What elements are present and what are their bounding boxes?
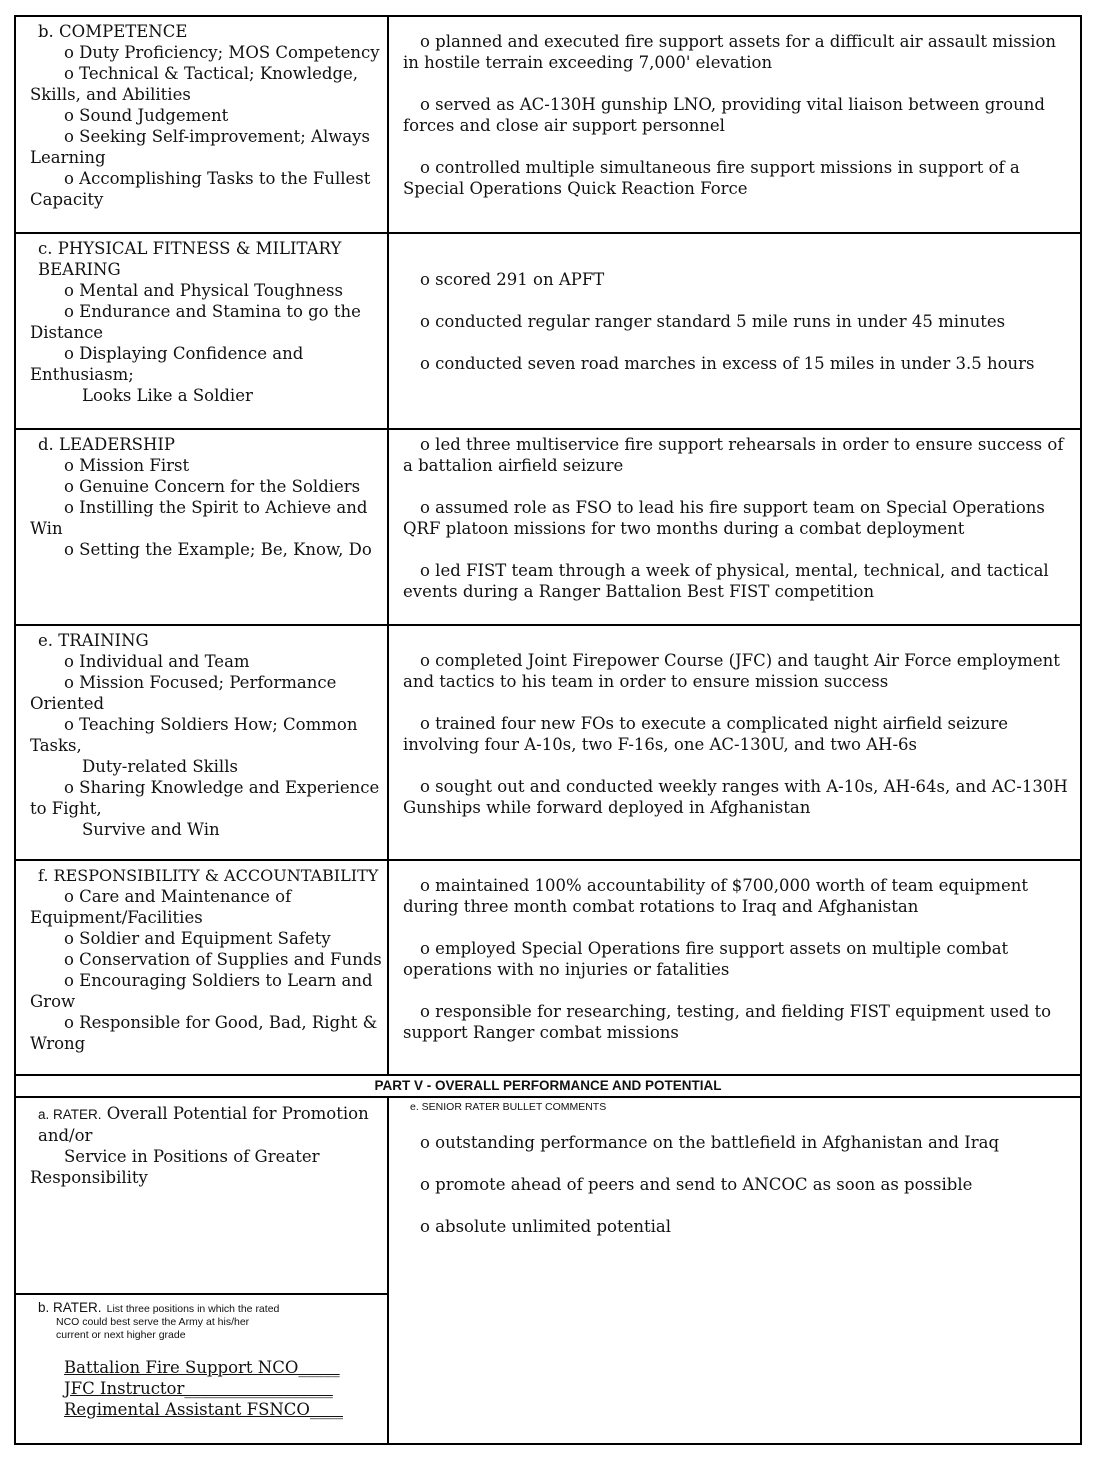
section-criteria [16,626,389,859]
criteria-item: o Endurance and Stamina to go the Distance [30,302,361,342]
section-criteria [16,234,389,428]
senior-rater-column [389,1098,1080,1443]
criteria-item: o Sound Judgement [64,106,229,125]
rater-b-instruction: NCO could best serve the Army at his/her [56,1316,250,1328]
criteria-item: o Displaying Confidence and Enthusiasm; [30,344,304,384]
criteria-item: o Teaching Soldiers How; Common Tasks, [30,715,358,755]
criteria-item: o Encouraging Soldiers to Learn and Grow [30,971,373,1011]
section-heading: f. RESPONSIBILITY & ACCOUNTABILITY [38,866,379,885]
criteria-item: o Responsible for Good, Bad, Right & Wrong [30,1013,378,1053]
bullet-comment: o conducted regular ranger standard 5 mile runs in under 45 minutes [420,312,1006,331]
bullet-comment: o served as AC-130H gunship LNO, providing vital liaison between ground forces and close air support personnel [403,95,1045,135]
section-bullets [389,17,1080,232]
section-bullets [389,626,1080,859]
bullet-comment: o sought out and conducted weekly ranges with A-10s, AH-64s, and AC-130H Gunships while forward deployed in Afghanistan [403,777,1068,817]
section-heading: c. PHYSICAL FITNESS & MILITARY BEARING [38,239,342,279]
criteria-item: o Accomplishing Tasks to the Fullest Capacity [30,169,371,209]
criteria-item-continued: Survive and Win [82,820,220,839]
senior-rater-label: e. SENIOR RATER BULLET COMMENTS [410,1101,607,1113]
bullet-comment: o led FIST team through a week of physical, mental, technical, and tactical events during a Ranger Battalion Best FIST competition [403,561,1049,601]
criteria-item: o Care and Maintenance of Equipment/Facilities [30,887,292,927]
criteria-item: o Mission Focused; Performance Oriented [30,673,337,713]
bullet-comment: o responsible for researching, testing, and fielding FIST equipment used to support Ranger combat missions [403,1002,1052,1042]
section-heading: b. COMPETENCE [38,22,188,41]
section-bullets [389,861,1080,1074]
rater-column [16,1098,389,1443]
section-training [16,626,1080,861]
section-physical-fitness [16,234,1080,430]
rater-a-text: Overall Potential for Promotion and/or [38,1104,369,1145]
section-heading: d. LEADERSHIP [38,435,175,454]
bullet-comment: o employed Special Operations fire support assets on multiple combat operations with no injuries or fatalities [403,939,1009,979]
senior-rater-bullet: o promote ahead of peers and send to ANCOC as soon as possible [420,1175,973,1194]
section-criteria [16,17,389,232]
bullet-comment: o controlled multiple simultaneous fire support missions in support of a Special Operations Quick Reaction Force [403,158,1020,198]
rater-b-label: b. RATER. [38,1300,102,1315]
bullet-comment: o completed Joint Firepower Course (JFC) and taught Air Force employment and tactics to his team in order to ensure mission success [403,651,1060,691]
rater-potential-box [16,1098,387,1295]
part-v-body [16,1098,1080,1443]
bullet-comment: o led three multiservice fire support rehearsals in order to ensure success of a battalion airfield seizure [403,435,1064,475]
rater-a-label: a. RATER. [38,1107,102,1122]
rater-b-instruction: List three positions in which the rated [106,1303,280,1315]
bullet-comment: o planned and executed fire support assets for a difficult air assault mission in hostile terrain exceeding 7,000' elevation [403,32,1056,72]
criteria-item: o Instilling the Spirit to Achieve and Win [30,498,368,538]
bullet-comment: o trained four new FOs to execute a complicated night airfield seizure involving four A-10s, two F-16s, one AC-130U, and two AH-6s [403,714,1009,754]
rater-b-instruction: current or next higher grade [56,1329,186,1341]
section-bullets [389,430,1080,624]
criteria-item: o Technical & Tactical; Knowledge, Skills, and Abilities [30,64,359,104]
criteria-item: o Soldier and Equipment Safety [64,929,331,948]
section-competence [16,17,1080,234]
position-entry: Battalion Fire Support NCO_____ [64,1358,340,1377]
position-entry: JFC Instructor__________________ [64,1379,333,1398]
section-leadership [16,430,1080,626]
section-bullets [389,234,1080,428]
part-v-title: PART V - OVERALL PERFORMANCE AND POTENTIAL [16,1076,1080,1098]
rater-positions-box [16,1295,387,1443]
senior-rater-bullet: o absolute unlimited potential [420,1217,671,1236]
evaluation-form [14,15,1082,1445]
criteria-item: o Sharing Knowledge and Experience to Fight, [30,778,380,818]
section-criteria [16,430,389,624]
section-heading: e. TRAINING [38,631,149,650]
criteria-item: o Mission First [64,456,190,475]
criteria-item: o Conservation of Supplies and Funds [64,950,382,969]
bullet-comment: o scored 291 on APFT [420,270,605,289]
criteria-item: o Seeking Self-improvement; Always Learning [30,127,370,167]
bullet-comment: o conducted seven road marches in excess of 15 miles in under 3.5 hours [420,354,1035,373]
bullet-comment: o assumed role as FSO to lead his fire support team on Special Operations QRF platoon missions for two months during a combat deployment [403,498,1045,538]
section-responsibility [16,861,1080,1076]
criteria-item-continued: Looks Like a Soldier [82,386,253,405]
senior-rater-bullet: o outstanding performance on the battlefield in Afghanistan and Iraq [420,1133,1000,1152]
criteria-item: o Individual and Team [64,652,250,671]
criteria-item-continued: Duty-related Skills [82,757,238,776]
bullet-comment: o maintained 100% accountability of $700,000 worth of team equipment during three month combat rotations to Iraq and Afghanistan [403,876,1029,916]
section-criteria [16,861,389,1074]
criteria-item: o Mental and Physical Toughness [64,281,343,300]
criteria-item: o Setting the Example; Be, Know, Do [64,540,372,559]
rater-a-cont: Service in Positions of Greater Responsibility [30,1147,320,1187]
position-entry: Regimental Assistant FSNCO____ [64,1400,343,1419]
criteria-item: o Duty Proficiency; MOS Competency [64,43,380,62]
criteria-item: o Genuine Concern for the Soldiers [64,477,361,496]
